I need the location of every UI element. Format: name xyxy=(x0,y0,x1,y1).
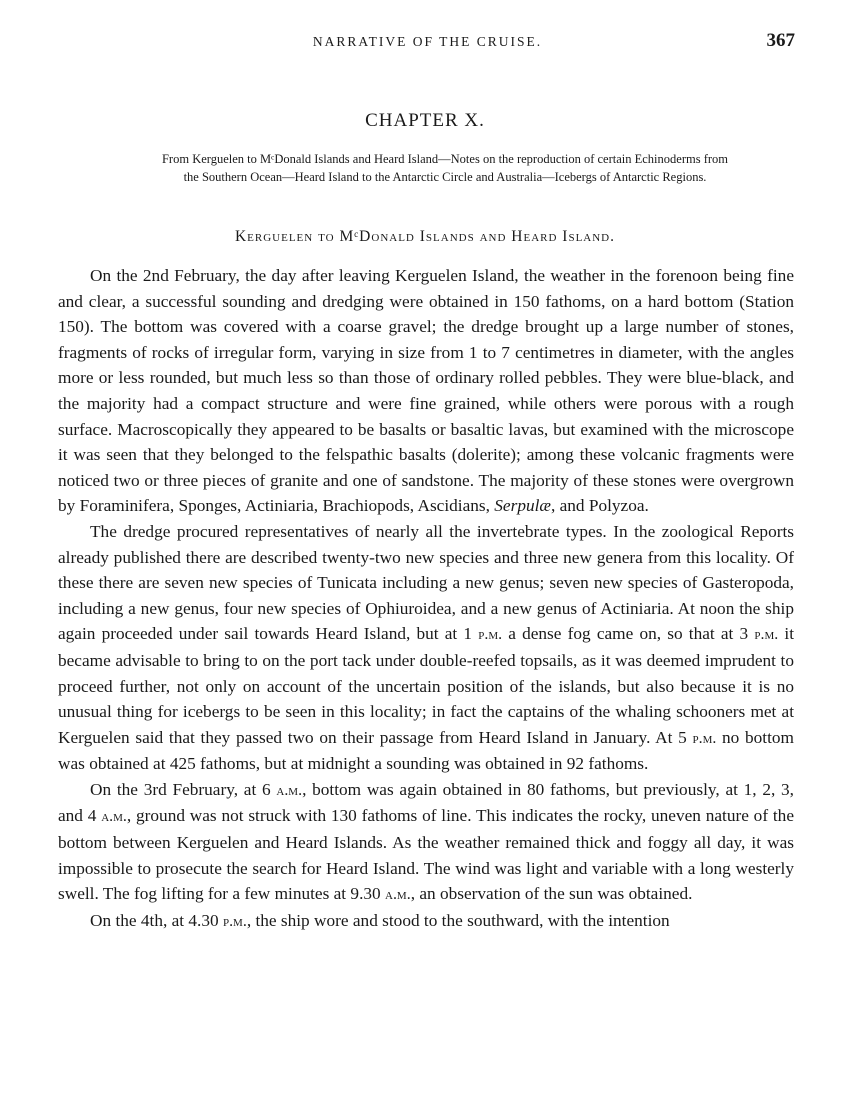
chapter-summary xyxy=(90,150,800,186)
paragraph-2-text-d: no bottom was obtained at 425 fathoms, but at midnight a sounding was obtained in 92 fathoms. xyxy=(58,727,794,774)
paragraph-2 xyxy=(58,519,794,777)
pm-abbrev: p.m. xyxy=(754,626,779,644)
paragraph-3-text-b: , bottom was again obtained in 80 fathoms, but previously, at 1, 2, 3, and 4 xyxy=(58,779,794,826)
chapter-title: CHAPTER X. xyxy=(365,110,485,131)
paragraph-2-text-a: The dredge procured representatives of nearly all the invertebrate types. In the zoological Reports already published there are described twenty-two new species and three new genera from this locality. Of these there are seven new species of Tunicata including a new genus; seven new species of Gasteropoda, including a new genus, four new species of Ophiuroidea, and a new genus of Actiniaria. At noon the ship again proceeded under sail towards Heard Island, but at 1 xyxy=(58,521,794,644)
chapter-summary-line-1: From Kerguelen to MᶜDonald Islands and Heard Island—Notes on the reproduction of certain Echinoderms from xyxy=(161,152,728,166)
paragraph-1-text-b: , and Polyzoa. xyxy=(550,496,649,516)
paragraph-2-text-b: a dense fog came on, so that at 3 xyxy=(502,624,755,644)
body-text xyxy=(58,263,794,934)
am-abbrev: a.m. xyxy=(385,886,411,904)
am-abbrev: a.m. xyxy=(101,808,127,826)
paragraph-4-text-a: On the 4th, at 4.30 xyxy=(90,910,223,930)
pm-abbrev: p.m. xyxy=(478,626,503,644)
paragraph-4 xyxy=(58,908,794,935)
serpulae-italic: Serpulæ xyxy=(494,496,551,516)
pm-abbrev: p.m. xyxy=(222,912,247,930)
paragraph-3 xyxy=(58,777,794,908)
page-number: 367 xyxy=(766,30,795,51)
paragraph-2-text-c: it became advisable to bring to on the port tack under double-reefed topsails, as it was deemed imprudent to proceed further, not only on account of the uncertain position of the islands, but also because it is no unusual thing for icebergs to be seen in this locality; in fact the captains of the whaling schooners met at Kerguelen said that they passed two on their passage from Heard Island in January. At 5 xyxy=(58,624,794,747)
am-abbrev: a.m. xyxy=(276,781,303,799)
paragraph-3-text-d: , an observation of the sun was obtained. xyxy=(410,884,693,904)
paragraph-1 xyxy=(58,263,794,519)
running-head xyxy=(60,30,795,54)
paragraph-1-text-a: On the 2nd February, the day after leaving Kerguelen Island, the weather in the forenoon being fine and clear, a successful sounding and dredging were obtained in 150 fathoms, on a hard bottom (Station 150). The bottom was covered with a coarse gravel; the dredge brought up a large number of stones, fragments of rocks of irregular form, varying in size from 1 to 7 centimetres in diameter, with the angles more or less rounded, but much less so than those of ordinary rolled pebbles. They were blue-black, and the majority had a compact structure and were fine grained, while others were porous with a rough surface. Macroscopically they appeared to be basalts or basaltic lavas, but examined with the microscope it was seen that they belonged to the felspathic basalts (dolerite); among these volcanic fragments were noticed two or three pieces of granite and one of sandstone. The majority of these stones were overgrown by Foraminifera, Sponges, Actiniaria, Brachiopods, Ascidians, xyxy=(58,266,794,516)
running-title: NARRATIVE OF THE CRUISE. xyxy=(312,34,543,49)
paragraph-3-text-c: , ground was not struck with 130 fathoms of line. This indicates the rocky, uneven nature of the bottom between Kerguelen and Heard Islands. As the weather remained thick and foggy all day, it was impossible to prosecute the search for Heard Island. The wind was light and variable with a long westerly swell. The fog lifting for a few minutes at 9.30 xyxy=(58,806,794,904)
paragraph-4-text-b: , the ship wore and stood to the southward, with the intention xyxy=(246,910,670,930)
pm-abbrev: p.m. xyxy=(692,729,717,747)
paragraph-3-text-a: On the 3rd February, at 6 xyxy=(90,779,277,799)
chapter-summary-line-2: the Southern Ocean—Heard Island to the Antarctic Circle and Australia—Icebergs of Antarctic Regions. xyxy=(183,170,707,184)
section-heading: Kerguelen to MᶜDonald Islands and Heard Island. xyxy=(234,228,615,245)
